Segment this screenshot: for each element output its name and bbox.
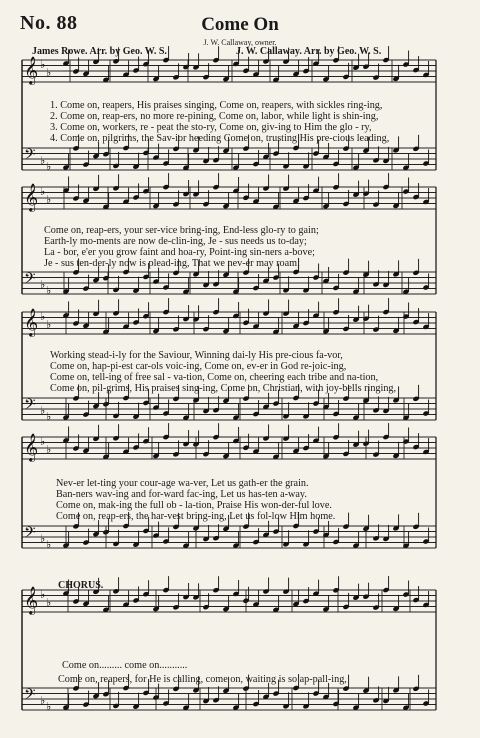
treble-clef-icon: 𝄞	[24, 56, 39, 84]
flat-icon: ♭	[46, 410, 52, 423]
flat-icon: ♭	[40, 185, 46, 198]
lyric-line: Come on, reap-ers, the har-vest bring-ing, Let us fol-low Him home.	[56, 511, 336, 522]
bass-clef-icon: 𝄢	[24, 686, 36, 707]
lyric-line: Come on, mak-ing the full ob - la-tion, Praise His won-der-ful love.	[56, 500, 332, 511]
composer-credit: J. W. Callaway. Arr. by Geo. W. S.	[236, 46, 382, 57]
flat-icon: ♭	[40, 588, 46, 601]
lyric-line: Working stead-i-ly for the Saviour, Winning dai-ly His pre-cious fa-vor,	[50, 350, 343, 361]
chorus-label: CHORUS.	[58, 580, 104, 591]
flat-icon: ♭	[40, 310, 46, 323]
hymn-title: Come On	[201, 14, 279, 35]
flat-icon: ♭	[40, 694, 46, 707]
lyric-line: Come on, reap-ers, your ser-vice bring-ing, End-less glo-ry to gain;	[44, 225, 319, 236]
flat-icon: ♭	[40, 404, 46, 417]
flat-icon: ♭	[46, 193, 52, 206]
flat-icon: ♭	[46, 284, 52, 297]
flat-icon: ♭	[40, 435, 46, 448]
flat-icon: ♭	[46, 443, 52, 456]
treble-clef-icon: 𝄞	[24, 308, 39, 336]
flat-icon: ♭	[46, 160, 52, 173]
lyric-line: Ban-ners wav-ing and for-ward fac-ing, Let us has-ten a-way.	[56, 489, 307, 500]
lyric-line: Come on, pil-grims, His praises sing-ing, Come on, Christian, with joy-bells ringing,	[50, 383, 397, 394]
bass-clef-icon: 𝄢	[24, 524, 36, 545]
lyric-line: Earth-ly mo-ments are now de-clin-ing, Je - sus needs us to-day;	[44, 236, 307, 247]
flat-icon: ♭	[46, 318, 52, 331]
lyric-line: Come on, tell-ing of free sal - va-tion, Come on, cheering each tribe and na-tion,	[50, 372, 379, 383]
bass-clef-icon: 𝄢	[24, 270, 36, 291]
treble-clef-icon: 𝄞	[24, 586, 39, 614]
lyric-line: 4. Come on, pilgrims, the Sav-ior heeding Come on, trusting His pre-cious leading,	[50, 133, 390, 144]
lyric-line: 2. Come on, reap-ers, no more re-pining, Come on, labor, while light is shin-ing,	[50, 111, 379, 122]
lyricist-credit: James Rowe. Arr. by Geo. W. S.	[32, 46, 167, 57]
treble-clef-icon: 𝄞	[24, 433, 39, 461]
flat-icon: ♭	[46, 596, 52, 609]
flat-icon: ♭	[46, 66, 52, 79]
lyric-line: Come on......... come on...........	[62, 660, 188, 671]
lyric-line: La - bor, e'er you grow faint and hoa-ry, Point-ing sin-ners a-bove;	[44, 247, 315, 258]
bass-clef-icon: 𝄢	[24, 146, 36, 167]
lyric-line: 1. Come on, reapers, His praises singing, Come on, reapers, with sickles ring-ing,	[50, 100, 383, 111]
flat-icon: ♭	[40, 532, 46, 545]
flat-icon: ♭	[40, 58, 46, 71]
flat-icon: ♭	[46, 538, 52, 551]
lyric-line: Je - sus ten-der-ly now is plead-ing, That we nev-er may roam;	[44, 258, 300, 269]
bass-clef-icon: 𝄢	[24, 396, 36, 417]
flat-icon: ♭	[40, 278, 46, 291]
lyric-line: Nev-er let-ting your cour-age wa-ver, Let us gath-er the grain.	[56, 478, 309, 489]
flat-icon: ♭	[46, 700, 52, 713]
hymn-number: No. 88	[20, 12, 78, 34]
flat-icon: ♭	[40, 154, 46, 167]
treble-clef-icon: 𝄞	[24, 183, 39, 211]
lyric-line: Come on, hap-pi-est car-ols voic-ing, Come on, ev-er in God re-joic-ing,	[50, 361, 347, 372]
lyric-line: 3. Come on, workers, re - peat the sto-ry, Come on, giv-ing to Him the glo - ry,	[50, 122, 372, 133]
lyric-line: Come on, reapers, for He is calling, come on, waiting is so ap-pall-ing,	[58, 674, 347, 685]
copyright-owner: J. W. Callaway, owner.	[203, 38, 277, 47]
